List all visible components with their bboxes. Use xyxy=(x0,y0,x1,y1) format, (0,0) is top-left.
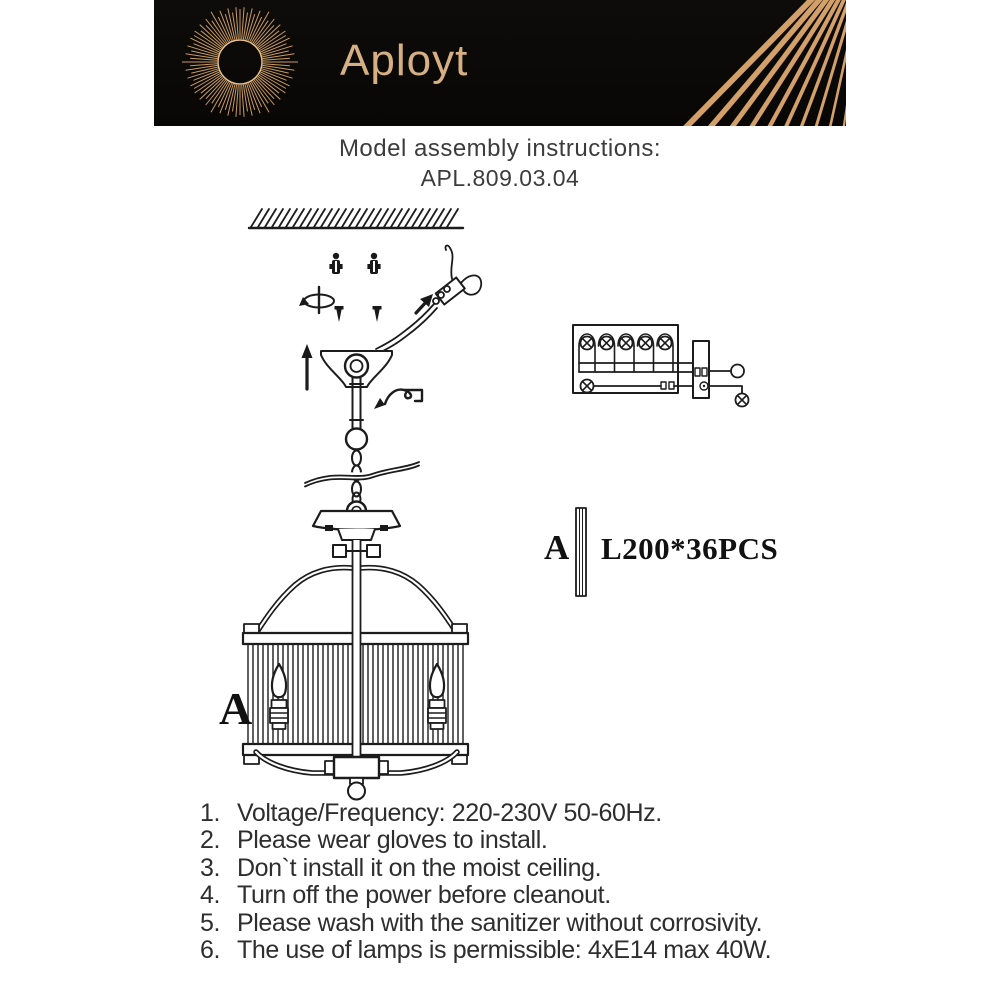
lamp-symbol xyxy=(659,337,672,350)
wall-anchor-icon xyxy=(367,253,380,274)
instruction-text: Please wash with the sanitizer without corrosivity. xyxy=(237,908,763,937)
hook-arrow xyxy=(374,390,422,409)
junction-circle xyxy=(731,365,744,378)
instruction-text: Please wear gloves to install. xyxy=(237,826,548,855)
instruction-number: 6. xyxy=(200,936,221,965)
brand-name: Aployt xyxy=(340,36,469,85)
assembly-diagram xyxy=(180,195,800,810)
assembly-label-a: A xyxy=(219,683,253,734)
instruction-item xyxy=(200,855,920,882)
instruction-text: The use of lamps is permissible: 4xE14 max 40W. xyxy=(237,936,772,965)
instruction-text: Don`t install it on the moist ceiling. xyxy=(237,853,602,882)
title-block xyxy=(0,134,1000,193)
instruction-item xyxy=(200,937,920,964)
instruction-item xyxy=(200,910,920,937)
lamp-symbol xyxy=(620,337,633,350)
instruction-number: 1. xyxy=(200,799,221,827)
wall-anchor-icon xyxy=(329,253,342,274)
instruction-text: Turn off the power before cleanout. xyxy=(237,881,611,910)
wire-through-chain xyxy=(305,462,419,487)
power-wires xyxy=(376,246,481,353)
lamp-symbol xyxy=(581,337,594,350)
corner-rays-decoration xyxy=(154,0,846,126)
screw-icon xyxy=(335,306,344,322)
document-title: Model assembly instructions: xyxy=(338,135,662,162)
instruction-number: 2. xyxy=(200,826,221,855)
mount-plate xyxy=(313,502,400,541)
screw-icon xyxy=(373,306,382,322)
wiring-diagram xyxy=(573,325,749,407)
model-number: APL.809.03.04 xyxy=(420,165,580,191)
instructions-list xyxy=(200,800,920,964)
lamp-symbol xyxy=(736,394,749,407)
lamp-row xyxy=(579,334,693,372)
lamp-symbol xyxy=(581,380,594,393)
instruction-item xyxy=(200,800,920,827)
instruction-number: 4. xyxy=(200,881,221,910)
part-label-a: A xyxy=(544,528,570,567)
instruction-number: 3. xyxy=(200,853,221,882)
rotation-symbol xyxy=(299,287,334,313)
bottom-hub xyxy=(325,757,388,800)
brand-banner xyxy=(154,0,846,126)
ceiling-canopy xyxy=(321,351,392,387)
part-spec: L200*36PCS xyxy=(601,531,779,566)
lamp-symbol xyxy=(639,337,652,350)
instruction-item xyxy=(200,882,920,909)
up-arrow xyxy=(302,344,313,389)
chain-assembly xyxy=(346,378,367,506)
instruction-item xyxy=(200,827,920,854)
ceiling-hatch xyxy=(249,209,463,228)
glass-rod-part xyxy=(576,508,586,596)
lamp-symbol xyxy=(600,337,613,350)
instruction-number: 5. xyxy=(200,908,221,937)
instruction-text: Voltage/Frequency: 220-230V 50-60Hz. xyxy=(237,799,662,827)
